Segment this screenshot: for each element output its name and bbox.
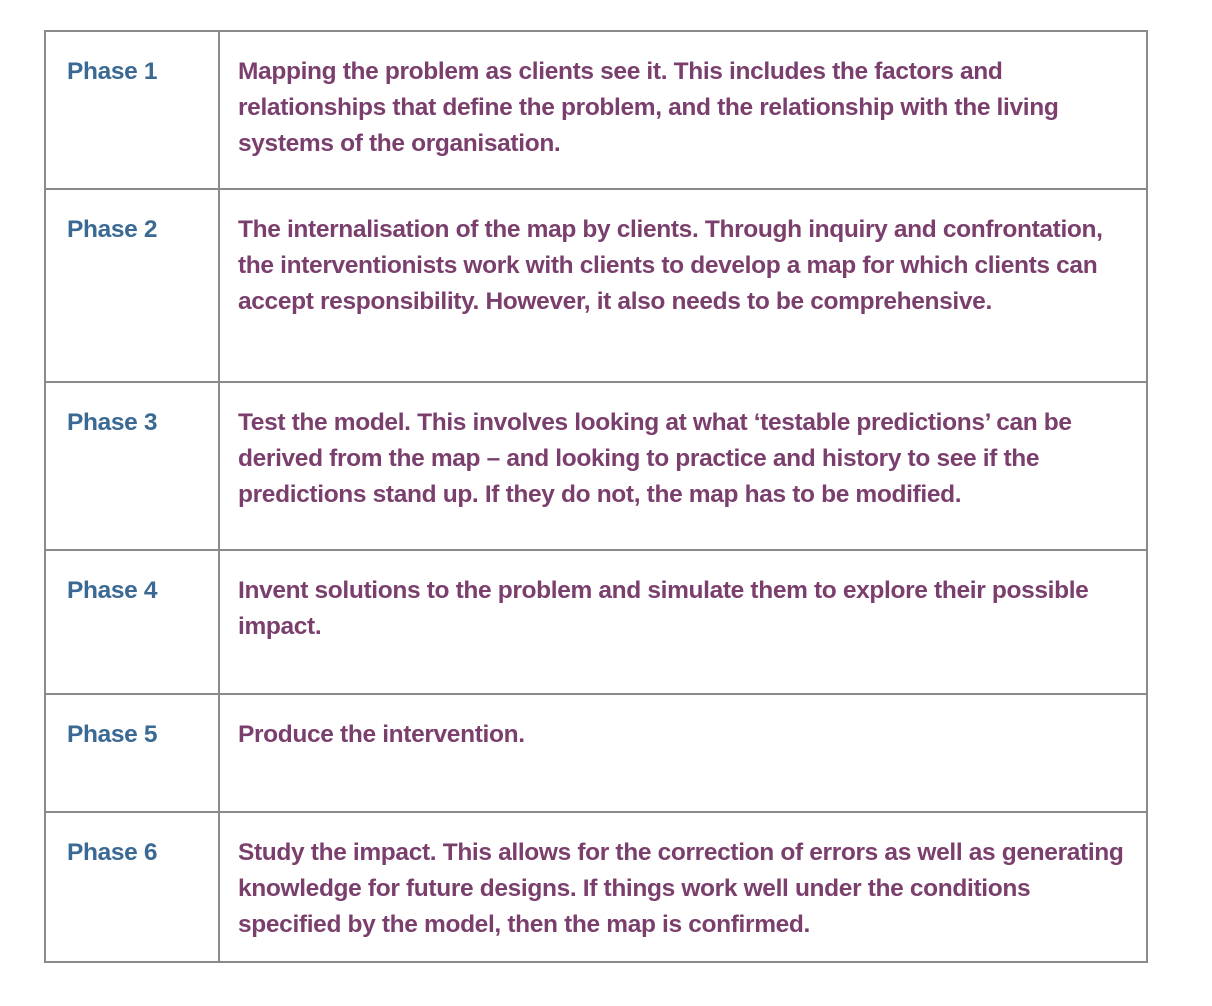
phase-description: Invent solutions to the problem and simulate them to explore their possible impact. <box>219 550 1147 694</box>
phase-label: Phase 6 <box>45 812 219 962</box>
table-row <box>45 550 1147 694</box>
phase-description: Produce the intervention. <box>219 694 1147 812</box>
table-row <box>45 189 1147 382</box>
table-row <box>45 694 1147 812</box>
phase-label: Phase 2 <box>45 189 219 382</box>
phase-table <box>44 30 1148 963</box>
phase-label: Phase 4 <box>45 550 219 694</box>
phase-label: Phase 1 <box>45 31 219 189</box>
phase-label: Phase 3 <box>45 382 219 550</box>
phase-description: Study the impact. This allows for the correction of errors as well as generating knowledge for future designs. If things work well under the conditions specified by the model, then the map is confirmed. <box>219 812 1147 962</box>
table-row <box>45 31 1147 189</box>
table-row <box>45 382 1147 550</box>
phase-description: The internalisation of the map by clients. Through inquiry and confrontation, the interventionists work with clients to develop a map for which clients can accept responsibility. However, it also needs to be comprehensive. <box>219 189 1147 382</box>
phase-description: Mapping the problem as clients see it. This includes the factors and relationships that define the problem, and the relationship with the living systems of the organisation. <box>219 31 1147 189</box>
phase-description: Test the model. This involves looking at what ‘testable predictions’ can be derived from the map – and looking to practice and history to see if the predictions stand up. If they do not, the map has to be modified. <box>219 382 1147 550</box>
phase-label: Phase 5 <box>45 694 219 812</box>
table-row <box>45 812 1147 962</box>
